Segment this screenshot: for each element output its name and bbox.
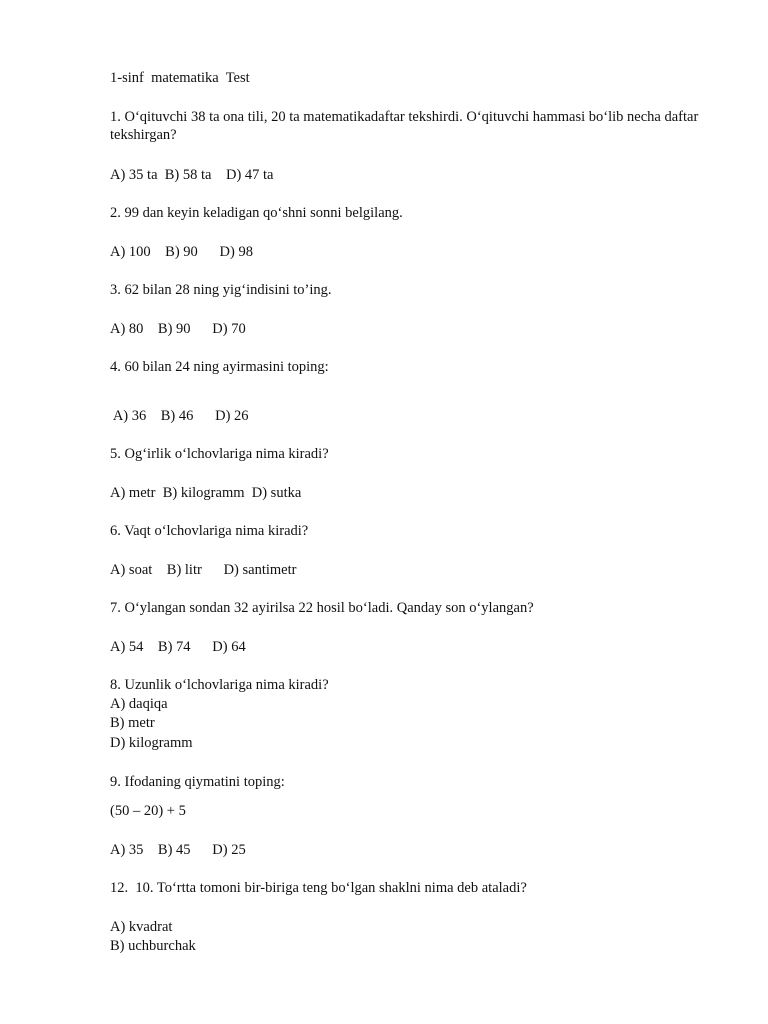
- question-10-option-b: B) uchburchak: [110, 938, 196, 954]
- question-3-options: A) 80 B) 90 D) 70: [110, 321, 246, 337]
- question-2-options: A) 100 B) 90 D) 98: [110, 244, 253, 260]
- question-9-expression: (50 – 20) + 5: [110, 803, 186, 819]
- question-6-options: A) soat B) litr D) santimetr: [110, 562, 297, 578]
- question-8-option-d: D) kilogramm: [110, 735, 193, 751]
- question-4: 4. 60 bilan 24 ning ayirmasini toping:: [110, 359, 329, 375]
- question-8-option-b: B) metr: [110, 715, 155, 731]
- question-9-options: A) 35 B) 45 D) 25: [110, 842, 246, 858]
- question-8-option-a: A) daqiqa: [110, 696, 168, 712]
- question-7: 7. O‘ylangan sondan 32 ayirilsa 22 hosil bo‘ladi. Qanday son o‘ylangan?: [110, 600, 534, 616]
- question-5: 5. Og‘irlik o‘lchovlariga nima kiradi?: [110, 446, 329, 462]
- question-3: 3. 62 bilan 28 ning yig‘indisini to’ing.: [110, 282, 332, 298]
- question-4-options: A) 36 B) 46 D) 26: [110, 408, 249, 424]
- question-1: 1. O‘qituvchi 38 ta ona tili, 20 ta matematikadaftar tekshirdi. O‘qituvchi hammasi bo‘lib necha daftar tekshirgan?: [110, 109, 699, 143]
- question-6: 6. Vaqt o‘lchovlariga nima kiradi?: [110, 523, 309, 539]
- question-10-option-a: A) kvadrat: [110, 919, 173, 935]
- question-9: 9. Ifodaning qiymatini toping:: [110, 774, 285, 790]
- question-1-options: A) 35 ta B) 58 ta D) 47 ta: [110, 167, 274, 183]
- question-2: 2. 99 dan keyin keladigan qo‘shni sonni belgilang.: [110, 205, 403, 221]
- question-7-options: A) 54 B) 74 D) 64: [110, 639, 246, 655]
- question-8: 8. Uzunlik o‘lchovlariga nima kiradi?: [110, 677, 329, 693]
- question-5-options: A) metr B) kilogramm D) sutka: [110, 485, 302, 501]
- test-title: 1-sinf matematika Test: [110, 70, 250, 86]
- question-10: 12. 10. To‘rtta tomoni bir-biriga teng bo‘lgan shaklni nima deb ataladi?: [110, 880, 527, 896]
